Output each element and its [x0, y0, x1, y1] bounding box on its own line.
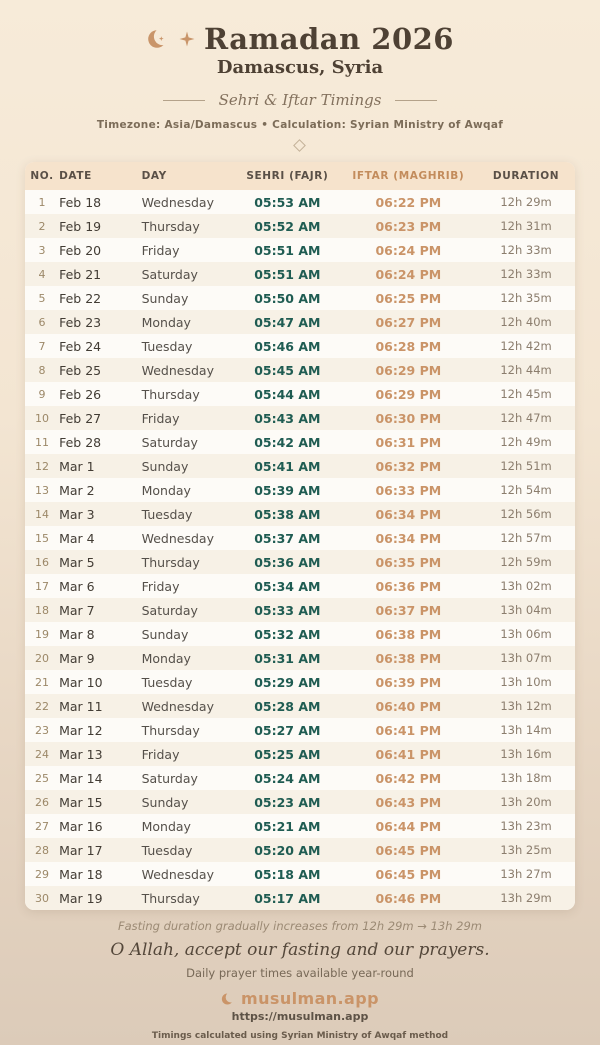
brand-name: musulman.app [241, 989, 379, 1008]
brand-url: https://musulman.app [231, 1010, 369, 1023]
day-cell: Friday [141, 410, 180, 426]
day-cell: Thursday [141, 218, 200, 234]
duration-cell: 13h 02m [500, 579, 552, 593]
date-cell: Mar 15 [59, 794, 103, 810]
iftar-time-cell: 06:38 PM [375, 626, 442, 642]
table-row [25, 862, 575, 886]
subtitle: Sehri & Iftar Timings [218, 91, 382, 109]
table-row [25, 550, 575, 574]
sehri-time-cell: 05:34 AM [254, 578, 321, 594]
dua-text: O Allah, accept our fasting and our prayers. [110, 940, 490, 960]
sehri-time-cell: 05:36 AM [254, 554, 321, 570]
day-cell: Saturday [141, 434, 198, 450]
table-row [25, 790, 575, 814]
duration-cell: 13h 27m [500, 867, 552, 881]
sehri-time-cell: 05:38 AM [254, 506, 321, 522]
table-body [25, 190, 575, 910]
row-number: 6 [38, 315, 46, 329]
sehri-time-cell: 05:45 AM [254, 362, 321, 378]
table-header-row [25, 162, 575, 190]
date-cell: Mar 4 [59, 530, 95, 546]
row-number: 26 [35, 795, 50, 809]
table-row [25, 838, 575, 862]
sehri-time-cell: 05:52 AM [254, 218, 321, 234]
table-row [25, 766, 575, 790]
table-row [25, 190, 575, 214]
date-cell: Mar 10 [59, 674, 103, 690]
table-row [25, 526, 575, 550]
sehri-time-cell: 05:43 AM [254, 410, 321, 426]
duration-cell: 12h 33m [500, 267, 552, 281]
iftar-time-cell: 06:28 PM [375, 338, 442, 354]
day-cell: Wednesday [141, 362, 214, 378]
date-cell: Mar 6 [59, 578, 95, 594]
column-header-iftar: IFTAR (MAGHRIB) [352, 170, 465, 182]
column-header-no: NO. [30, 170, 54, 182]
iftar-time-cell: 06:24 PM [375, 242, 442, 258]
column-header-duration: DURATION [492, 170, 560, 182]
day-cell: Sunday [141, 794, 189, 810]
day-cell: Tuesday [141, 338, 193, 354]
page-footer [110, 910, 489, 1041]
day-cell: Monday [141, 314, 191, 330]
column-header-date: DATE [59, 170, 92, 182]
iftar-time-cell: 06:24 PM [375, 266, 442, 282]
iftar-time-cell: 06:40 PM [375, 698, 442, 714]
sehri-time-cell: 05:47 AM [254, 314, 321, 330]
table-row [25, 646, 575, 670]
iftar-time-cell: 06:39 PM [375, 674, 442, 690]
iftar-time-cell: 06:32 PM [375, 458, 442, 474]
iftar-time-cell: 06:42 PM [375, 770, 442, 786]
sehri-time-cell: 05:17 AM [254, 890, 321, 906]
availability-text: Daily prayer times available year-round [186, 966, 414, 980]
iftar-time-cell: 06:46 PM [375, 890, 442, 906]
sehri-time-cell: 05:21 AM [254, 818, 321, 834]
sehri-time-cell: 05:53 AM [254, 194, 321, 210]
row-number: 30 [35, 891, 50, 905]
table-row [25, 886, 575, 910]
row-number: 1 [38, 195, 46, 209]
duration-cell: 13h 25m [500, 843, 552, 857]
sehri-time-cell: 05:29 AM [254, 674, 321, 690]
date-cell: Mar 13 [59, 746, 103, 762]
day-cell: Saturday [141, 266, 198, 282]
table-row [25, 694, 575, 718]
iftar-time-cell: 06:33 PM [375, 482, 442, 498]
iftar-time-cell: 06:23 PM [375, 218, 442, 234]
date-cell: Mar 12 [59, 722, 103, 738]
date-cell: Mar 1 [59, 458, 95, 474]
duration-cell: 13h 07m [500, 651, 552, 665]
day-cell: Wednesday [141, 530, 214, 546]
day-cell: Saturday [141, 602, 198, 618]
day-cell: Wednesday [141, 194, 214, 210]
row-number: 18 [35, 603, 50, 617]
row-number: 13 [35, 483, 50, 497]
table-row [25, 430, 575, 454]
iftar-time-cell: 06:36 PM [375, 578, 442, 594]
date-cell: Feb 22 [59, 290, 102, 306]
sehri-time-cell: 05:24 AM [254, 770, 321, 786]
row-number: 5 [38, 291, 46, 305]
table-row [25, 454, 575, 478]
table-row [25, 262, 575, 286]
timings-table-card [25, 162, 575, 910]
duration-cell: 12h 56m [500, 507, 552, 521]
sehri-time-cell: 05:51 AM [254, 266, 321, 282]
iftar-time-cell: 06:34 PM [375, 506, 442, 522]
date-cell: Mar 3 [59, 506, 95, 522]
day-cell: Tuesday [141, 674, 193, 690]
diamond-ornament-icon [294, 139, 307, 152]
sehri-time-cell: 05:33 AM [254, 602, 321, 618]
date-cell: Feb 18 [59, 194, 102, 210]
sehri-time-cell: 05:20 AM [254, 842, 321, 858]
row-number: 8 [38, 363, 46, 377]
date-cell: Mar 8 [59, 626, 95, 642]
day-cell: Monday [141, 482, 191, 498]
iftar-time-cell: 06:43 PM [375, 794, 442, 810]
table-row [25, 718, 575, 742]
day-cell: Sunday [141, 290, 189, 306]
date-cell: Mar 11 [59, 698, 103, 714]
day-cell: Sunday [141, 626, 189, 642]
iftar-time-cell: 06:27 PM [375, 314, 442, 330]
duration-cell: 13h 04m [500, 603, 552, 617]
row-number: 16 [35, 555, 50, 569]
table-row [25, 238, 575, 262]
day-cell: Thursday [141, 722, 200, 738]
iftar-time-cell: 06:34 PM [375, 530, 442, 546]
duration-cell: 13h 23m [500, 819, 552, 833]
iftar-time-cell: 06:37 PM [375, 602, 442, 618]
page-header [97, 0, 503, 150]
duration-cell: 13h 29m [500, 891, 552, 905]
table-row [25, 334, 575, 358]
sehri-time-cell: 05:28 AM [254, 698, 321, 714]
row-number: 17 [35, 579, 50, 593]
sehri-time-cell: 05:50 AM [254, 290, 321, 306]
iftar-time-cell: 06:30 PM [375, 410, 442, 426]
date-cell: Feb 27 [59, 410, 102, 426]
duration-cell: 13h 12m [500, 699, 552, 713]
date-cell: Mar 7 [59, 602, 95, 618]
crescent-moon-icon [146, 27, 170, 51]
sehri-time-cell: 05:18 AM [254, 866, 321, 882]
iftar-time-cell: 06:22 PM [375, 194, 442, 210]
iftar-time-cell: 06:25 PM [375, 290, 442, 306]
table-row [25, 622, 575, 646]
date-cell: Feb 25 [59, 362, 102, 378]
calculation-method-note: Timings calculated using Syrian Ministry of Awqaf method [151, 1031, 449, 1041]
divider-line-right [395, 100, 437, 101]
row-number: 19 [35, 627, 50, 641]
sehri-time-cell: 05:37 AM [254, 530, 321, 546]
duration-cell: 12h 35m [500, 291, 552, 305]
table-row [25, 598, 575, 622]
iftar-time-cell: 06:31 PM [375, 434, 442, 450]
iftar-time-cell: 06:45 PM [375, 842, 442, 858]
table-row [25, 814, 575, 838]
table-row [25, 574, 575, 598]
date-cell: Feb 23 [59, 314, 102, 330]
row-number: 14 [35, 507, 50, 521]
duration-cell: 12h 29m [500, 195, 552, 209]
row-number: 11 [35, 435, 50, 449]
table-row [25, 670, 575, 694]
duration-cell: 12h 59m [500, 555, 552, 569]
iftar-time-cell: 06:35 PM [375, 554, 442, 570]
duration-cell: 13h 20m [500, 795, 552, 809]
row-number: 2 [38, 219, 46, 233]
date-cell: Mar 16 [59, 818, 103, 834]
day-cell: Monday [141, 818, 191, 834]
date-cell: Mar 18 [59, 866, 103, 882]
table-row [25, 358, 575, 382]
date-cell: Feb 20 [59, 242, 102, 258]
location-title: Damascus, Syria [216, 57, 384, 78]
timezone-calculation-meta: Timezone: Asia/Damascus • Calculation: Syrian Ministry of Awqaf [96, 119, 504, 131]
row-number: 28 [35, 843, 50, 857]
date-cell: Feb 26 [59, 386, 102, 402]
sehri-time-cell: 05:25 AM [254, 746, 321, 762]
sehri-time-cell: 05:23 AM [254, 794, 321, 810]
row-number: 29 [35, 867, 50, 881]
duration-cell: 12h 49m [500, 435, 552, 449]
duration-cell: 13h 10m [500, 675, 552, 689]
divider-line-left [163, 100, 205, 101]
day-cell: Monday [141, 650, 191, 666]
day-cell: Thursday [141, 554, 200, 570]
table-row [25, 382, 575, 406]
table-row [25, 214, 575, 238]
sehri-time-cell: 05:31 AM [254, 650, 321, 666]
duration-cell: 12h 33m [500, 243, 552, 257]
sehri-time-cell: 05:44 AM [254, 386, 321, 402]
row-number: 23 [35, 723, 50, 737]
date-cell: Mar 17 [59, 842, 103, 858]
day-cell: Thursday [141, 890, 200, 906]
row-number: 10 [35, 411, 50, 425]
date-cell: Feb 21 [59, 266, 102, 282]
duration-cell: 12h 45m [500, 387, 552, 401]
day-cell: Friday [141, 578, 180, 594]
column-header-day: DAY [141, 170, 167, 182]
table-row [25, 502, 575, 526]
sehri-time-cell: 05:42 AM [254, 434, 321, 450]
date-cell: Feb 24 [59, 338, 102, 354]
row-number: 22 [35, 699, 50, 713]
row-number: 27 [35, 819, 50, 833]
table-row [25, 742, 575, 766]
duration-cell: 12h 51m [500, 459, 552, 473]
date-cell: Mar 14 [59, 770, 103, 786]
sehri-time-cell: 05:32 AM [254, 626, 321, 642]
table-row [25, 286, 575, 310]
iftar-time-cell: 06:45 PM [375, 866, 442, 882]
sparkle-star-icon [179, 31, 195, 47]
fasting-duration-note: Fasting duration gradually increases from 12h 29m → 13h 29m [117, 919, 482, 933]
duration-cell: 12h 47m [500, 411, 552, 425]
sehri-time-cell: 05:27 AM [254, 722, 321, 738]
date-cell: Mar 5 [59, 554, 95, 570]
date-cell: Feb 28 [59, 434, 102, 450]
duration-cell: 12h 44m [500, 363, 552, 377]
day-cell: Wednesday [141, 698, 214, 714]
row-number: 20 [35, 651, 50, 665]
day-cell: Sunday [141, 458, 189, 474]
date-cell: Mar 2 [59, 482, 95, 498]
row-number: 25 [35, 771, 50, 785]
day-cell: Wednesday [141, 866, 214, 882]
iftar-time-cell: 06:29 PM [375, 386, 442, 402]
iftar-time-cell: 06:41 PM [375, 722, 442, 738]
iftar-time-cell: 06:41 PM [375, 746, 442, 762]
date-cell: Feb 19 [59, 218, 102, 234]
duration-cell: 12h 40m [500, 315, 552, 329]
brand-crescent-icon [221, 992, 235, 1006]
row-number: 7 [38, 339, 46, 353]
day-cell: Friday [141, 242, 180, 258]
duration-cell: 12h 31m [500, 219, 552, 233]
day-cell: Thursday [141, 386, 200, 402]
duration-cell: 12h 57m [500, 531, 552, 545]
page-title: Ramadan 2026 [203, 22, 454, 56]
date-cell: Mar 19 [59, 890, 103, 906]
day-cell: Tuesday [141, 842, 193, 858]
duration-cell: 13h 14m [500, 723, 552, 737]
duration-cell: 13h 06m [500, 627, 552, 641]
table-row [25, 406, 575, 430]
row-number: 4 [38, 267, 46, 281]
row-number: 21 [35, 675, 50, 689]
sehri-time-cell: 05:39 AM [254, 482, 321, 498]
day-cell: Saturday [141, 770, 198, 786]
duration-cell: 12h 42m [500, 339, 552, 353]
sehri-time-cell: 05:51 AM [254, 242, 321, 258]
table-row [25, 310, 575, 334]
sehri-time-cell: 05:46 AM [254, 338, 321, 354]
day-cell: Tuesday [141, 506, 193, 522]
duration-cell: 12h 54m [500, 483, 552, 497]
row-number: 15 [35, 531, 50, 545]
iftar-time-cell: 06:44 PM [375, 818, 442, 834]
row-number: 12 [35, 459, 50, 473]
sehri-time-cell: 05:41 AM [254, 458, 321, 474]
column-header-sehri: SEHRI (FAJR) [246, 170, 329, 182]
date-cell: Mar 9 [59, 650, 95, 666]
table-row [25, 478, 575, 502]
day-cell: Friday [141, 746, 180, 762]
row-number: 24 [35, 747, 50, 761]
iftar-time-cell: 06:29 PM [375, 362, 442, 378]
row-number: 3 [38, 243, 46, 257]
duration-cell: 13h 18m [500, 771, 552, 785]
row-number: 9 [38, 387, 46, 401]
iftar-time-cell: 06:38 PM [375, 650, 442, 666]
duration-cell: 13h 16m [500, 747, 552, 761]
